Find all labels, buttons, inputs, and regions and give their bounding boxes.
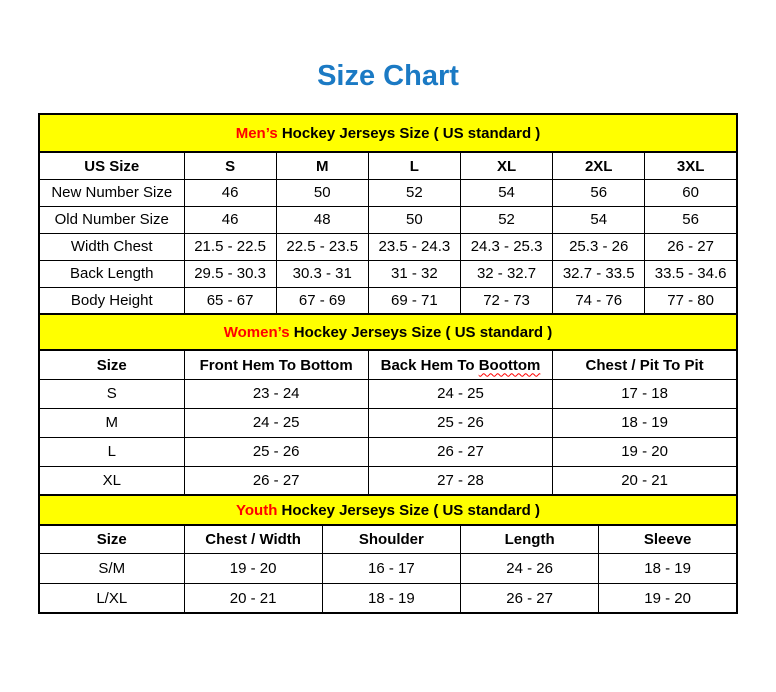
table-cell: 32.7 - 33.5 [553,260,645,287]
column-header: XL [460,152,552,179]
mens-size-table [38,113,738,315]
column-header: Shoulder [322,525,460,553]
row-label: New Number Size [39,179,184,206]
table-cell: 29.5 - 30.3 [184,260,276,287]
table-cell: 24 - 25 [184,408,368,437]
womens-band-row [39,314,737,350]
row-label: Width Chest [39,233,184,260]
table-cell: 23 - 24 [184,379,368,408]
table-cell: 33.5 - 34.6 [645,260,737,287]
mens-band-row [39,114,737,152]
column-header: 3XL [645,152,737,179]
row-label: XL [39,466,184,495]
table-cell: 60 [645,179,737,206]
table-cell: 26 - 27 [645,233,737,260]
column-header: Size [39,525,184,553]
row-label: M [39,408,184,437]
table-cell: 52 [460,206,552,233]
table-cell: 72 - 73 [460,287,552,314]
table-cell: 69 - 71 [368,287,460,314]
table-cell: 21.5 - 22.5 [184,233,276,260]
table-row [39,260,737,287]
table-cell: 54 [460,179,552,206]
row-label: Back Length [39,260,184,287]
youth-section-header [39,495,737,525]
table-cell: 77 - 80 [645,287,737,314]
table-cell: 74 - 76 [553,287,645,314]
table-cell: 56 [645,206,737,233]
table-cell: 50 [368,206,460,233]
table-cell: 17 - 18 [553,379,737,408]
table-row [39,379,737,408]
table-cell: 24 - 25 [368,379,552,408]
table-cell: 54 [553,206,645,233]
table-cell: 52 [368,179,460,206]
column-header: Chest / Width [184,525,322,553]
youth-size-table [38,494,738,614]
column-header: S [184,152,276,179]
table-cell: 50 [276,179,368,206]
table-cell: 23.5 - 24.3 [368,233,460,260]
table-row [39,179,737,206]
mens-band-text: Hockey Jerseys Size ( US standard ) [277,124,541,142]
mens-accent-label: Men’s [235,124,278,142]
table-cell: 22.5 - 23.5 [276,233,368,260]
column-header [368,350,552,379]
column-header: L [368,152,460,179]
table-row [39,287,737,314]
table-cell: 25 - 26 [184,437,368,466]
misspelled-word: Boottom [478,356,541,374]
table-cell: 31 - 32 [368,260,460,287]
table-cell: 25 - 26 [368,408,552,437]
row-label: S [39,379,184,408]
column-header: Sleeve [599,525,737,553]
womens-accent-label: Women’s [223,323,290,341]
youth-band-row [39,495,737,525]
table-cell: 19 - 20 [599,583,737,613]
table-cell: 30.3 - 31 [276,260,368,287]
table-row [39,206,737,233]
row-label: L/XL [39,583,184,613]
table-cell: 19 - 20 [553,437,737,466]
table-cell: 24 - 26 [461,553,599,583]
table-cell: 65 - 67 [184,287,276,314]
table-cell: 24.3 - 25.3 [460,233,552,260]
table-cell: 32 - 32.7 [460,260,552,287]
youth-band-text: Hockey Jerseys Size ( US standard ) [277,501,540,519]
table-row [39,233,737,260]
table-row [39,466,737,495]
column-header-text: Back Hem To [380,356,479,374]
column-header: Front Hem To Bottom [184,350,368,379]
table-row [39,408,737,437]
womens-band-text: Hockey Jerseys Size ( US standard ) [289,323,553,341]
table-cell: 56 [553,179,645,206]
mens-header-row [39,152,737,179]
table-cell: 48 [276,206,368,233]
table-row [39,553,737,583]
column-header: 2XL [553,152,645,179]
table-cell: 67 - 69 [276,287,368,314]
table-cell: 25.3 - 26 [553,233,645,260]
table-cell: 26 - 27 [184,466,368,495]
womens-header-row [39,350,737,379]
row-label: Old Number Size [39,206,184,233]
row-label: S/M [39,553,184,583]
table-cell: 20 - 21 [553,466,737,495]
row-label: L [39,437,184,466]
table-cell: 26 - 27 [368,437,552,466]
table-row [39,437,737,466]
page-title: Size Chart [317,60,459,92]
column-header: Length [461,525,599,553]
mens-section-header [39,114,737,152]
table-cell: 18 - 19 [599,553,737,583]
youth-header-row [39,525,737,553]
column-header: Size [39,350,184,379]
womens-section-header [39,314,737,350]
row-label: Body Height [39,287,184,314]
table-row [39,583,737,613]
column-header: Chest / Pit To Pit [553,350,737,379]
table-cell: 19 - 20 [184,553,322,583]
column-header: US Size [39,152,184,179]
table-cell: 16 - 17 [322,553,460,583]
table-cell: 46 [184,206,276,233]
table-cell: 26 - 27 [461,583,599,613]
womens-size-table [38,313,738,496]
table-cell: 20 - 21 [184,583,322,613]
table-cell: 18 - 19 [553,408,737,437]
table-cell: 18 - 19 [322,583,460,613]
table-cell: 27 - 28 [368,466,552,495]
youth-accent-label: Youth [236,501,278,519]
table-cell: 46 [184,179,276,206]
column-header: M [276,152,368,179]
